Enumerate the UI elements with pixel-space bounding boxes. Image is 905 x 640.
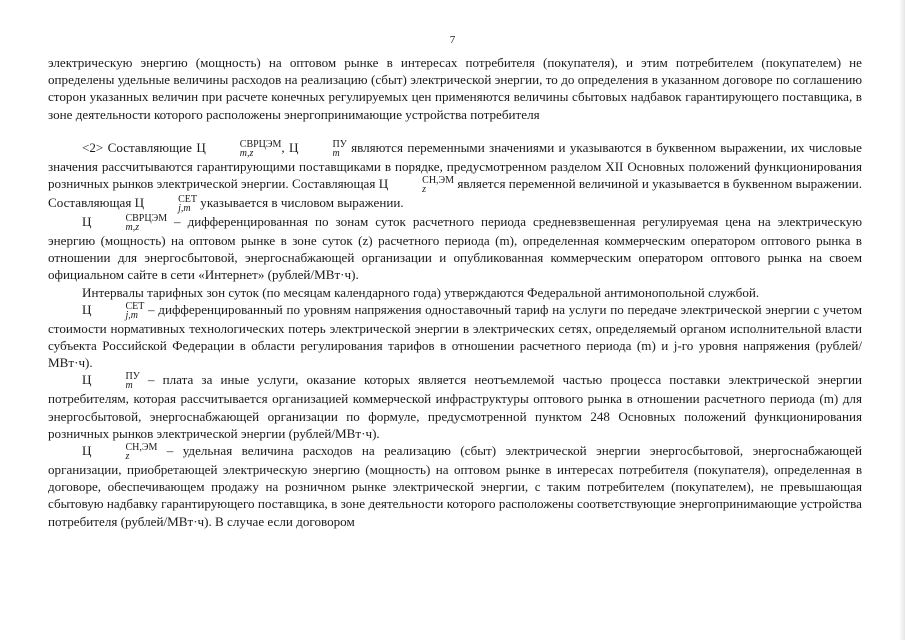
paragraph-footnote-2: <2> Составляющие Ц СВРЦЭМ m,z , Ц ПУ m являются переменными значениями и указываются в буквенном выражении, их числовые значения рассчитываются гарантирующими поставщиками в порядке, предусмотренном разделом XII Основных положений функционирования розничных рынков электрической энергии. Составляющая Ц СН,ЭМ z является переменной величиной и указывается в буквенном выражении. Составляющая Ц СЕТ j,m указывается в числовом выражении. [48,138,862,215]
paragraph-1: электрическую энергию (мощность) на оптовом рынке в интересах потребителя (покупателя), и этим потребителем (покупателем) не определены удельные величины расходов на реализацию (сбыт) электрической энергии, то до определения в указанном договоре по соглашению сторон указанных величин при расчете конечных регулируемых цен применяются величины сбытовых надбавок гарантирующего поставщика, в зоне деятельности которого расположены энергопринимающие устройства потребителя [48,55,862,122]
paragraph-pu-definition: Ц ПУ m – плата за иные услуги, оказание которых является неотъемлемой частью процесса поставки электрической энергии потребителям, которая рассчитывается организацией коммерческой инфраструктуры оптового рынка в отношении расчетного периода (m) для энергосбытовой, энергоснабжающей организации по формуле, предусмотренной пунктом 248 Основных положений функционирования розничных рынков электрической энергии (рублей/МВт·ч). [48,371,862,441]
paragraph-snem-definition: Ц СН,ЭМ z – удельная величина расходов на реализацию (сбыт) электрической энергии энергосбытовой, энергоснабжающей организации, приобретающей электрическую энергию (мощность) на оптовом рынке в интересах потребителя (покупателя), определенная в договоре, обеспечивающем продажу на розничном рынке электрической энергии, с таким потребителем (покупателем), не превышающая сбытовую надбавку гарантирующего поставщика, в зоне деятельности которого расположены соответствующие энергопринимающие устройства потребителя (рублей/МВт·ч). В случае если договором [48,442,862,529]
footnote-intro: <2> Составляющие [82,139,197,155]
document-body [48,54,862,530]
symbol-set: Ц СЕТ j,m [134,194,198,215]
symbol-pu: Ц ПУ m [289,138,347,159]
symbol-snem: Ц СН,ЭМ z [82,442,158,463]
page-number: 7 [449,34,456,46]
symbol-set: Ц СЕТ j,m [82,300,145,321]
paragraph-set-definition: Ц СЕТ j,m – дифференцированный по уровням напряжения одноставочный тариф на услуги по передаче электрической энергии с учетом стоимости нормативных технологических потерь электрической энергии в электрических сетях, определяемый органом исполнительной власти субъекта Российской Федерации в области регулирования тарифов в отношении расчетного периода (m) и j-го уровня напряжения (рублей/МВт·ч). [48,300,862,371]
symbol-pu: Ц ПУ m [82,371,140,392]
symbol-svrcem: Ц СВРЦЭМ m,z [82,213,168,234]
paragraph-gap [48,123,862,139]
scan-edge-shadow [899,0,905,640]
symbol-svrcem: Ц СВРЦЭМ m,z [196,138,282,159]
paragraph-svrcem-definition: Ц СВРЦЭМ m,z – дифференцированная по зонам суток расчетного периода средневзвешенная регулируемая цена на электрическую энергию (мощность) на оптовом рынке в зоне суток (z) расчетного периода (m), определенная коммерческим оператором оптового рынка в отношении для энергосбытовой, энергоснабжающей организации и опубликованная коммерческим оператором оптового рынка на своем официальном сайте в сети «Интернет» (рублей/МВт·ч). [48,213,862,283]
paragraph-tariff-zones: Интервалы тарифных зон суток (по месяцам календарного года) утверждаются Федеральной антимонопольной службой. [82,284,760,300]
symbol-snem: Ц СН,ЭМ z [378,175,455,196]
